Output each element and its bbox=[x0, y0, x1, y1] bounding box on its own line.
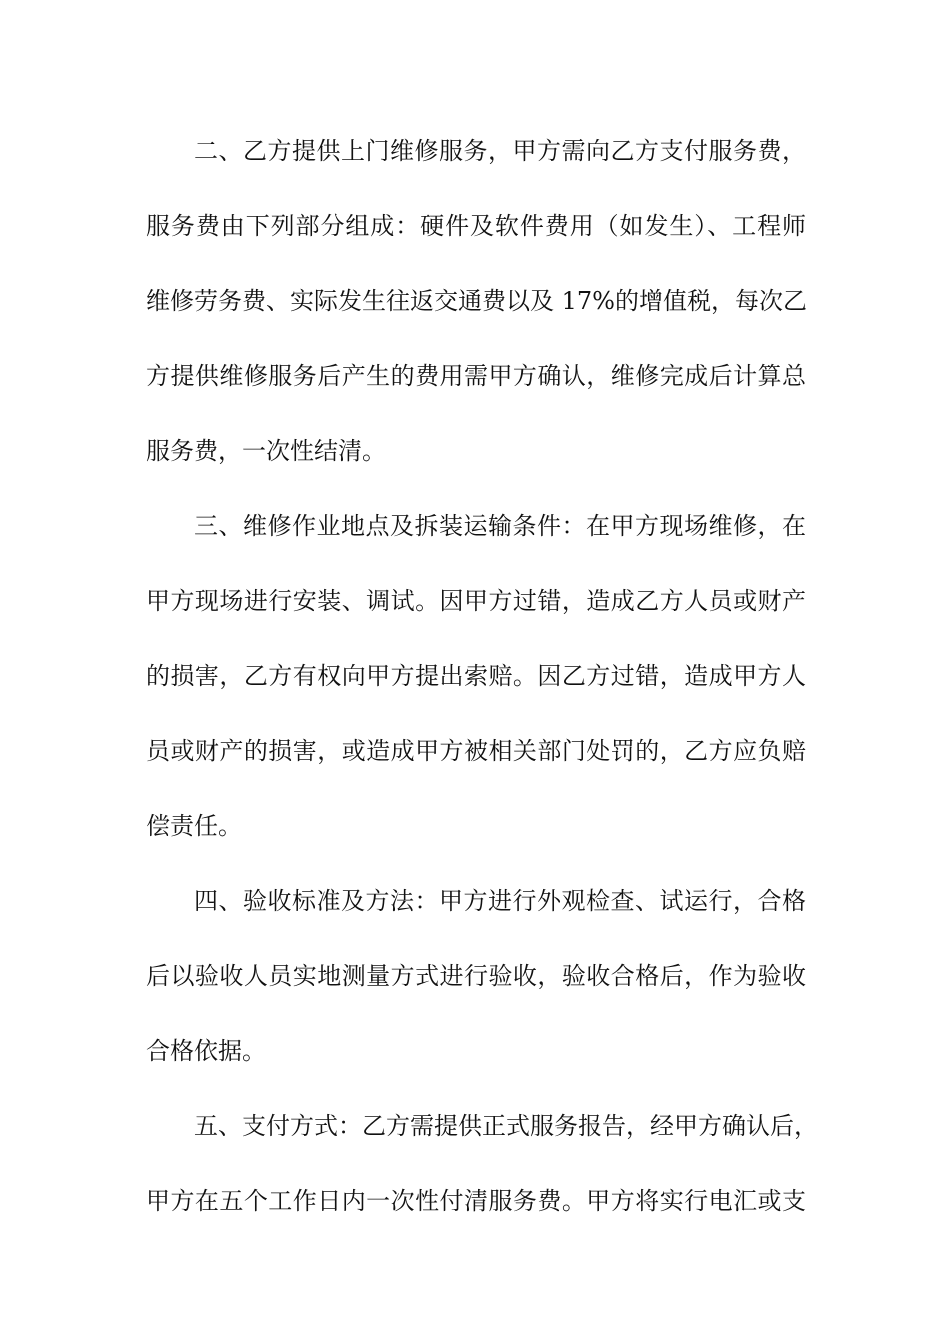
section-5-line-1: 五、支付方式：乙方需提供正式服务报告，经甲方确认后， bbox=[194, 1112, 818, 1140]
section-5-line-2: 甲方在五个工作日内一次性付清服务费。甲方将实行电汇或支 bbox=[146, 1187, 806, 1215]
section-4-line-1: 四、验收标准及方法：甲方进行外观检查、试运行，合格 bbox=[194, 887, 806, 915]
section-4-line-2: 后以验收人员实地测量方式进行验收，验收合格后，作为验收 bbox=[146, 962, 806, 990]
section-3-line-3: 的损害，乙方有权向甲方提出索赔。因乙方过错，造成甲方人 bbox=[146, 662, 806, 690]
section-4-line-3: 合格依据。 bbox=[146, 1037, 266, 1065]
section-3-line-1: 三、维修作业地点及拆装运输条件：在甲方现场维修，在 bbox=[194, 512, 806, 540]
section-2-line-3: 维修劳务费、实际发生往返交通费以及 17%的增值税，每次乙 bbox=[146, 287, 807, 315]
section-3-line-4: 员或财产的损害，或造成甲方被相关部门处罚的，乙方应负赔 bbox=[146, 737, 806, 765]
section-2-line-5: 服务费，一次性结清。 bbox=[146, 437, 386, 465]
section-2-line-1: 二、乙方提供上门维修服务，甲方需向乙方支付服务费， bbox=[194, 137, 806, 165]
section-2-line-4: 方提供维修服务后产生的费用需甲方确认，维修完成后计算总 bbox=[146, 362, 806, 390]
section-3-line-2: 甲方现场进行安装、调试。因甲方过错，造成乙方人员或财产 bbox=[146, 587, 806, 615]
section-2-line-2: 服务费由下列部分组成：硬件及软件费用（如发生）、工程师 bbox=[146, 212, 806, 240]
section-3-line-5: 偿责任。 bbox=[146, 812, 242, 840]
